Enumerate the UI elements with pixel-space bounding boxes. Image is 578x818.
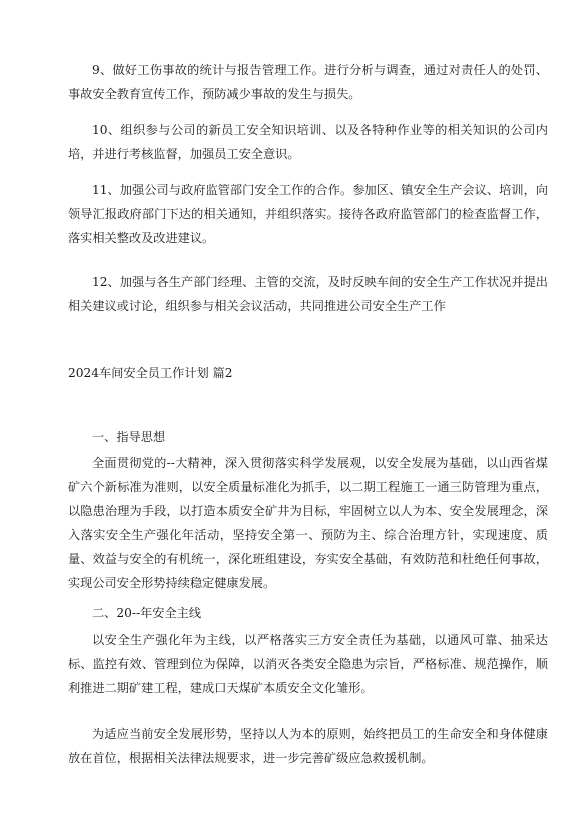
part-one-heading: 一、指导思想 (92, 430, 166, 444)
paragraph-item-11: 11、加强公司与政府监管部门安全工作的合作。参加区、镇安全生产会议、培训，向领导汇报政府部门下达的相关通知，并组织落实。接待各政府监管部门的检查监督工作，落实相关整改及改进建议。 (68, 183, 548, 245)
paragraph-item-12: 12、加强与各生产部门经理、主管的交流，及时反映车间的安全生产工作状况并提出相关建议或讨论，组织参与相关会议活动，共同推进公司安全生产工作 (68, 275, 548, 313)
paragraph-item-9: 9、做好工伤事故的统计与报告管理工作。进行分析与调查，通过对责任人的处罚、事故安全教育宣传工作，预防减少事故的发生与损失。 (68, 63, 548, 101)
part-one-text: 全面贯彻党的--大精神，深入贯彻落实科学发展观，以安全发展为基础，以山西省煤矿六个新标准为准则，以安全质量标准化为抓手，以二期工程施工一通三防管理为重点，以隐患治理为手段，以打造本质安全矿井为目标，牢固树立以人为本、安全发展理念，深入落实安全生产强化年活动，坚持安全第一、预防为主、综合治理方针，实现速度、质量、效益与安全的有机统一，深化班组建设，夯实安全基础，有效防范和杜绝任何事故，实现公司安全形势持续稳定健康发展。 (68, 456, 548, 590)
part-two-text-1: 以安全生产强化年为主线，以严格落实三方安全责任为基础，以通风可靠、抽采达标、监控有效、管理到位为保障，以消灭各类安全隐患为宗旨，严格标准、规范操作，顺利推进二期矿建工程，建成口天煤矿本质安全文化雏形。 (68, 633, 548, 695)
part-two-text-2: 为适应当前安全发展形势，坚持以人为本的原则，始终把员工的生命安全和身体健康放在首位，根据相关法律法规要求，进一步完善矿级应急救援机制。 (68, 727, 548, 765)
part-two-heading: 二、20--年安全主线 (92, 606, 202, 620)
paragraph-item-10: 10、组织参与公司的新员工安全知识培训、以及各特种作业等的相关知识的公司内培，并进行考核监督，加强员工安全意识。 (68, 123, 548, 161)
section-title: 2024车间安全员工作计划 篇2 (68, 366, 233, 380)
